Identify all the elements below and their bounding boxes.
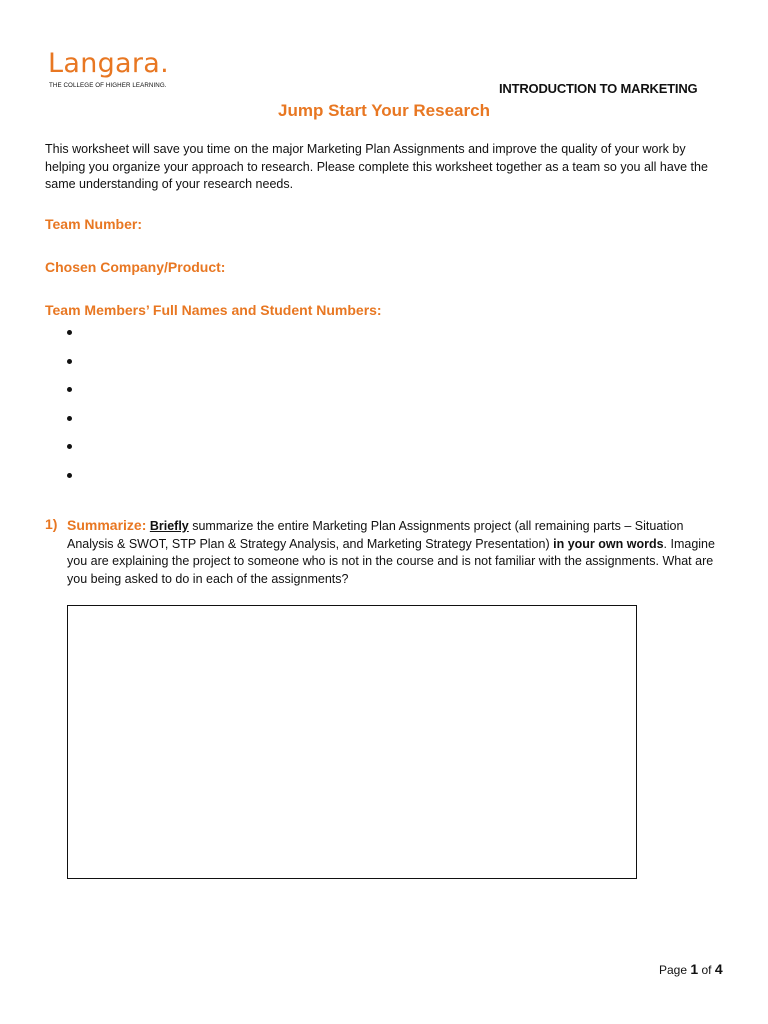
summary-answer-box[interactable] — [67, 605, 637, 879]
page-number — [659, 961, 723, 977]
total-pages: 4 — [714, 961, 723, 977]
team-members-list — [63, 322, 663, 494]
member-bullet-1[interactable] — [63, 322, 663, 351]
worksheet-title: Jump Start Your Research — [278, 101, 490, 120]
current-page: 1 — [690, 961, 699, 977]
intro-paragraph: This worksheet will save you time on the major Marketing Plan Assignments and improve the quality of your work by helping you organize your approach to research. Please complete this worksheet together as a team so you all have the same understanding of your research needs. — [45, 142, 708, 192]
langara-logo: Langara. — [48, 48, 170, 79]
team-members-label: Team Members’ Full Names and Student Numbers: — [45, 302, 382, 318]
question-number: 1) — [45, 516, 58, 532]
own-words-emphasis: in your own words — [553, 536, 664, 551]
question-label: Summarize: — [67, 517, 147, 533]
member-bullet-3[interactable] — [63, 379, 663, 408]
member-bullet-4[interactable] — [63, 408, 663, 437]
team-number-label: Team Number: — [45, 216, 142, 232]
of-label: of — [698, 963, 715, 977]
company-product-label: Chosen Company/Product: — [45, 259, 226, 275]
member-bullet-5[interactable] — [63, 436, 663, 465]
logo-tagline: THE COLLEGE OF HIGHER LEARNING. — [49, 82, 167, 89]
page-label: Page — [659, 963, 691, 977]
member-bullet-6[interactable] — [63, 465, 663, 494]
course-title: INTRODUCTION TO MARKETING — [499, 81, 698, 96]
question-1-text — [67, 517, 727, 588]
member-bullet-2[interactable] — [63, 351, 663, 380]
question-text-part-2: . Imagine you are explaining the project to someone who is not in the course and is not familiar with the assignments. What are you being asked to do in each of the assignments? — [67, 536, 715, 586]
briefly-emphasis: Briefly — [149, 519, 189, 533]
question-text-part-1: summarize the entire Marketing Plan Assignments project (all remaining parts – Situation Analysis & SWOT, STP Plan & Strategy Analysis, and Marketing Strategy Presentation) — [67, 519, 684, 551]
